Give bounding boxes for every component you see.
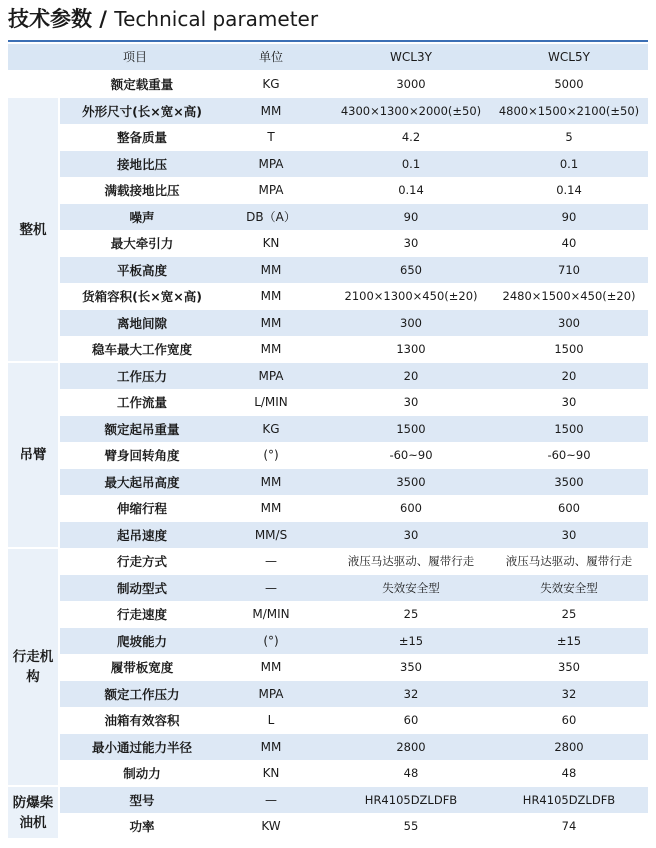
table-row	[8, 257, 648, 284]
title-en: Technical parameter	[114, 7, 319, 31]
table-row	[8, 628, 648, 655]
table-row	[8, 522, 648, 549]
table-row	[8, 549, 648, 576]
item-cell: 制动力	[60, 761, 210, 788]
unit-cell: MPA	[210, 178, 332, 205]
model-2-value: 25	[490, 602, 648, 629]
unit-cell: MPA	[210, 151, 332, 178]
item-cell: 额定工作压力	[60, 681, 210, 708]
unit-cell: MPA	[210, 363, 332, 390]
table-row	[8, 734, 648, 761]
item-cell: 油箱有效容积	[60, 708, 210, 735]
model-1-value: 350	[332, 655, 490, 682]
header-group	[8, 44, 60, 71]
item-cell: 工作流量	[60, 390, 210, 417]
item-cell: 制动型式	[60, 575, 210, 602]
model-2-value: HR4105DZLDFB	[490, 787, 648, 814]
model-1-value: 30	[332, 522, 490, 549]
table-row	[8, 310, 648, 337]
item-cell: 履带板宽度	[60, 655, 210, 682]
item-cell: 整备质量	[60, 125, 210, 152]
unit-cell: MM	[210, 655, 332, 682]
item-cell: 货箱容积(长×宽×高)	[60, 284, 210, 311]
model-2-value: 20	[490, 363, 648, 390]
model-2-value: 液压马达驱动、履带行走	[490, 549, 648, 576]
unit-cell: MM/S	[210, 522, 332, 549]
model-1-value: 4.2	[332, 125, 490, 152]
table-body	[8, 71, 648, 841]
model-1-value: HR4105DZLDFB	[332, 787, 490, 814]
header-model-2: WCL5Y	[490, 44, 648, 71]
table-row	[8, 204, 648, 231]
title-separator: /	[92, 7, 115, 31]
model-1-value: 2800	[332, 734, 490, 761]
unit-cell: MM	[210, 469, 332, 496]
model-1-value: 3500	[332, 469, 490, 496]
unit-cell: —	[210, 575, 332, 602]
table-row	[8, 125, 648, 152]
item-cell: 接地比压	[60, 151, 210, 178]
model-2-value: 48	[490, 761, 648, 788]
item-cell: 伸缩行程	[60, 496, 210, 523]
title-rule	[8, 40, 648, 42]
table-row	[8, 496, 648, 523]
table-row	[8, 575, 648, 602]
group-label	[8, 71, 60, 99]
table-row	[8, 363, 648, 390]
item-cell: 离地间隙	[60, 310, 210, 337]
unit-cell: KW	[210, 814, 332, 841]
item-cell: 最大起吊高度	[60, 469, 210, 496]
table-row	[8, 443, 648, 470]
table-row	[8, 416, 648, 443]
header-model-1: WCL3Y	[332, 44, 490, 71]
model-1-value: 1300	[332, 337, 490, 364]
group-label: 吊臂	[8, 363, 60, 549]
model-1-value: 4300×1300×2000(±50)	[332, 98, 490, 125]
model-2-value: ±15	[490, 628, 648, 655]
model-2-value: 90	[490, 204, 648, 231]
unit-cell: KN	[210, 231, 332, 258]
unit-cell: MM	[210, 734, 332, 761]
item-cell: 最小通过能力半径	[60, 734, 210, 761]
unit-cell: MM	[210, 337, 332, 364]
model-1-value: 液压马达驱动、履带行走	[332, 549, 490, 576]
unit-cell: MPA	[210, 681, 332, 708]
model-1-value: 650	[332, 257, 490, 284]
item-cell: 外形尺寸(长×宽×高)	[60, 98, 210, 125]
table-row	[8, 761, 648, 788]
unit-cell: (°)	[210, 443, 332, 470]
item-cell: 起吊速度	[60, 522, 210, 549]
item-cell: 最大牵引力	[60, 231, 210, 258]
model-1-value: 1500	[332, 416, 490, 443]
unit-cell: KN	[210, 761, 332, 788]
unit-cell: KG	[210, 71, 332, 99]
item-cell: 平板高度	[60, 257, 210, 284]
item-cell: 型号	[60, 787, 210, 814]
model-1-value: 0.14	[332, 178, 490, 205]
model-2-value: 2480×1500×450(±20)	[490, 284, 648, 311]
table-row	[8, 469, 648, 496]
model-1-value: 48	[332, 761, 490, 788]
model-2-value: 32	[490, 681, 648, 708]
unit-cell: (°)	[210, 628, 332, 655]
table-row	[8, 655, 648, 682]
item-cell: 爬坡能力	[60, 628, 210, 655]
item-cell: 行走速度	[60, 602, 210, 629]
item-cell: 满载接地比压	[60, 178, 210, 205]
header-item: 项目	[60, 44, 210, 71]
table-row	[8, 681, 648, 708]
table-row	[8, 71, 648, 99]
item-cell: 噪声	[60, 204, 210, 231]
model-1-value: -60~90	[332, 443, 490, 470]
model-2-value: 1500	[490, 416, 648, 443]
model-1-value: 25	[332, 602, 490, 629]
model-1-value: 20	[332, 363, 490, 390]
model-2-value: 5000	[490, 71, 648, 99]
model-2-value: 0.1	[490, 151, 648, 178]
header-unit: 单位	[210, 44, 332, 71]
table-row	[8, 151, 648, 178]
unit-cell: MM	[210, 496, 332, 523]
unit-cell: L	[210, 708, 332, 735]
item-cell: 行走方式	[60, 549, 210, 576]
model-2-value: 710	[490, 257, 648, 284]
item-cell: 工作压力	[60, 363, 210, 390]
model-2-value: 5	[490, 125, 648, 152]
model-1-value: 30	[332, 231, 490, 258]
item-cell: 稳车最大工作宽度	[60, 337, 210, 364]
parameter-table	[8, 44, 648, 840]
table-row	[8, 602, 648, 629]
model-1-value: 300	[332, 310, 490, 337]
table-row	[8, 337, 648, 364]
unit-cell: MM	[210, 257, 332, 284]
table-row	[8, 814, 648, 841]
unit-cell: MM	[210, 98, 332, 125]
model-1-value: 600	[332, 496, 490, 523]
item-cell: 功率	[60, 814, 210, 841]
model-2-value: 4800×1500×2100(±50)	[490, 98, 648, 125]
unit-cell: L/MIN	[210, 390, 332, 417]
unit-cell: —	[210, 549, 332, 576]
model-1-value: 0.1	[332, 151, 490, 178]
unit-cell: M/MIN	[210, 602, 332, 629]
model-2-value: 3500	[490, 469, 648, 496]
item-cell: 额定起吊重量	[60, 416, 210, 443]
table-header-row	[8, 44, 648, 71]
model-1-value: 55	[332, 814, 490, 841]
model-1-value: 3000	[332, 71, 490, 99]
model-2-value: 30	[490, 390, 648, 417]
model-2-value: 失效安全型	[490, 575, 648, 602]
table-row	[8, 98, 648, 125]
model-2-value: 1500	[490, 337, 648, 364]
group-label: 防爆柴油机	[8, 787, 60, 840]
model-1-value: 2100×1300×450(±20)	[332, 284, 490, 311]
model-2-value: 300	[490, 310, 648, 337]
model-1-value: 32	[332, 681, 490, 708]
unit-cell: —	[210, 787, 332, 814]
model-1-value: 60	[332, 708, 490, 735]
item-cell: 臂身回转角度	[60, 443, 210, 470]
model-2-value: 600	[490, 496, 648, 523]
table-row	[8, 231, 648, 258]
unit-cell: MM	[210, 284, 332, 311]
unit-cell: DB（A）	[210, 204, 332, 231]
group-label: 行走机构	[8, 549, 60, 788]
unit-cell: T	[210, 125, 332, 152]
title-cn: 技术参数	[8, 7, 92, 31]
page-title	[8, 4, 318, 34]
table-row	[8, 178, 648, 205]
group-label: 整机	[8, 98, 60, 363]
model-2-value: 60	[490, 708, 648, 735]
unit-cell: KG	[210, 416, 332, 443]
item-cell: 额定载重量	[60, 71, 210, 99]
model-2-value: 0.14	[490, 178, 648, 205]
table-row	[8, 390, 648, 417]
table-row	[8, 787, 648, 814]
table-row	[8, 708, 648, 735]
model-2-value: 74	[490, 814, 648, 841]
model-1-value: 30	[332, 390, 490, 417]
model-2-value: 40	[490, 231, 648, 258]
model-2-value: 350	[490, 655, 648, 682]
model-2-value: 2800	[490, 734, 648, 761]
model-1-value: 失效安全型	[332, 575, 490, 602]
unit-cell: MM	[210, 310, 332, 337]
model-2-value: 30	[490, 522, 648, 549]
model-1-value: 90	[332, 204, 490, 231]
model-2-value: -60~90	[490, 443, 648, 470]
model-1-value: ±15	[332, 628, 490, 655]
table-row	[8, 284, 648, 311]
